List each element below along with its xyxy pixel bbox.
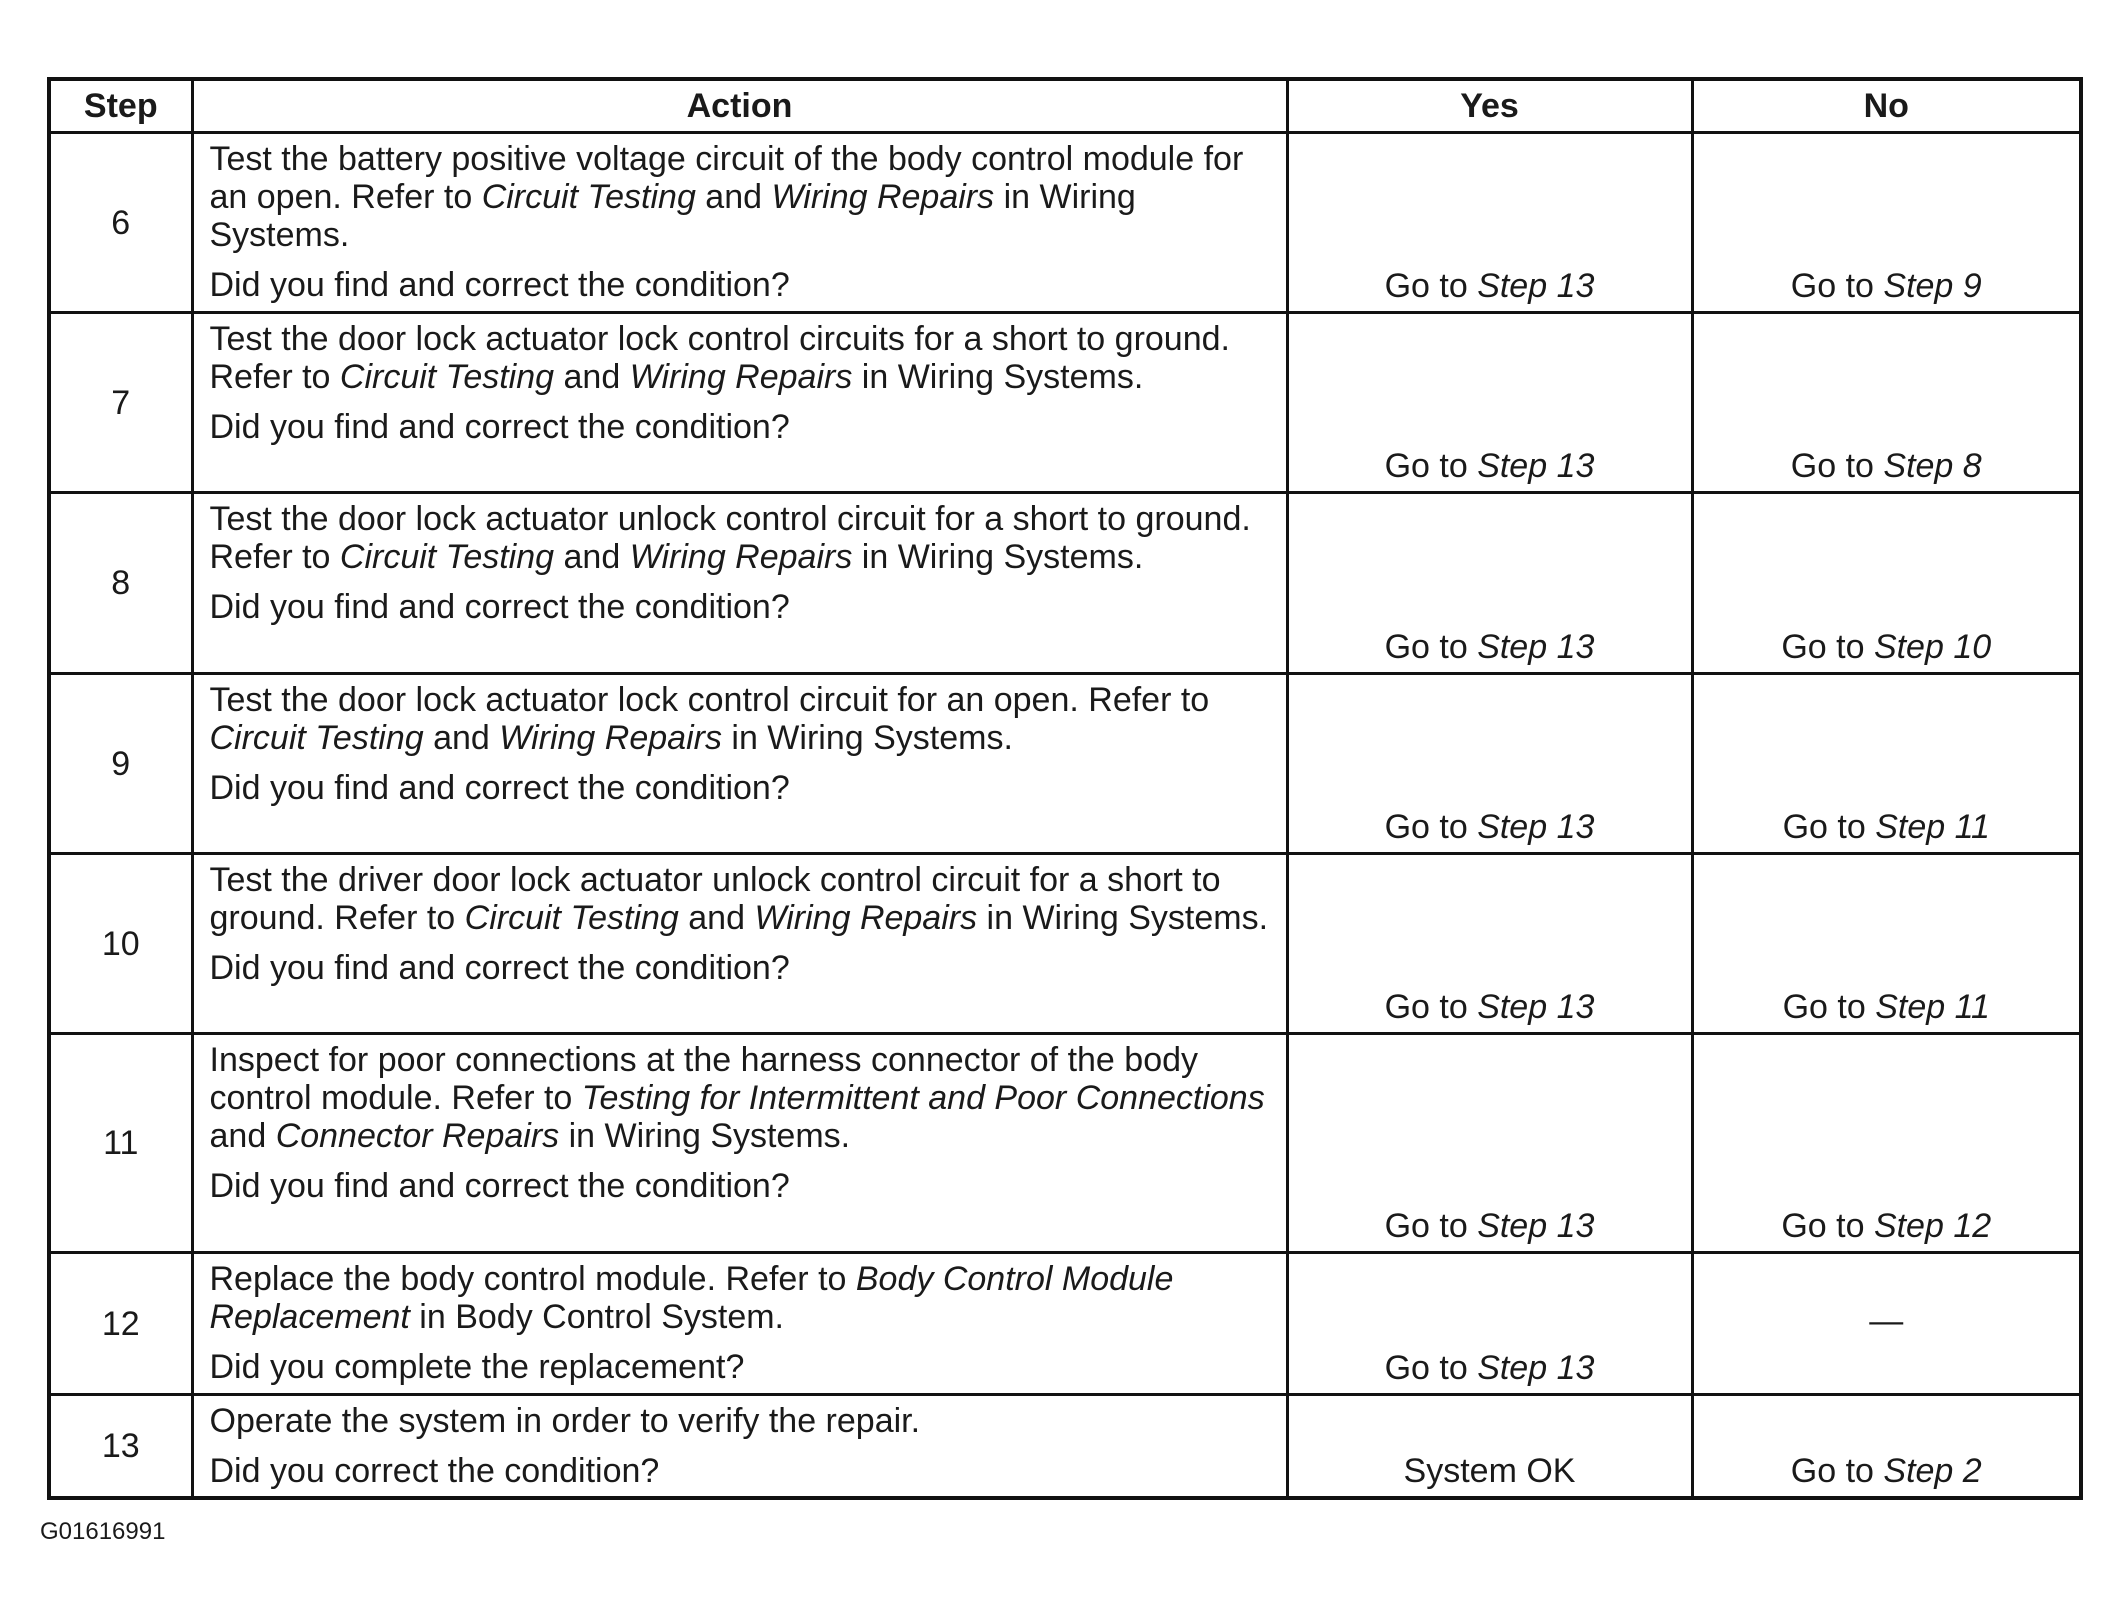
action-text-segment: in Wiring Systems. (977, 899, 1269, 937)
step-number: 13 (49, 1395, 192, 1499)
yes-result-prefix: Go to (1384, 808, 1478, 846)
header-action: Action (192, 79, 1287, 133)
no-result (1692, 1395, 2081, 1499)
action-text (210, 1260, 1272, 1336)
yes-result (1287, 493, 1692, 674)
action-cell (192, 854, 1287, 1034)
step-number: 9 (49, 674, 192, 854)
table-row (49, 313, 2081, 493)
yes-step-reference: Step 13 (1477, 988, 1595, 1026)
action-text-segment: in Wiring Systems. (559, 1117, 851, 1155)
no-step-reference: Step 11 (1875, 988, 1990, 1026)
reference-title: Testing for Intermittent and Poor Connections (581, 1079, 1265, 1117)
yes-result-prefix: Go to (1384, 628, 1478, 666)
yes-result-prefix: Go to (1384, 447, 1478, 485)
action-cell (192, 493, 1287, 674)
action-text-segment: and (423, 719, 500, 757)
yes-result-prefix: Go to (1384, 267, 1478, 305)
yes-result-prefix: Go to (1384, 1349, 1478, 1387)
reference-title: Circuit Testing (464, 899, 679, 937)
action-text-segment: Test the battery positive voltage circuit of the body control module for an open. Refer to (209, 140, 1244, 216)
table-row (49, 854, 2081, 1034)
action-cell (192, 1395, 1287, 1499)
action-text-segment: in Wiring Systems. (852, 538, 1144, 576)
step-number: 6 (49, 133, 192, 313)
action-text (210, 1402, 1272, 1440)
yes-result-prefix: Go to (1384, 988, 1478, 1026)
step-number: 10 (49, 854, 192, 1034)
reference-title: Circuit Testing (209, 719, 424, 757)
no-result-prefix: Go to (1790, 447, 1884, 485)
no-result-prefix: Go to (1781, 628, 1874, 666)
no-result (1692, 674, 2081, 854)
yes-step-reference: Step 13 (1477, 808, 1595, 846)
header-step: Step (49, 79, 192, 133)
figure-id-label: G01616991 (40, 1518, 166, 1545)
step-number: 8 (49, 493, 192, 674)
action-cell (192, 313, 1287, 493)
step-number: 12 (49, 1253, 192, 1395)
no-result (1692, 313, 2081, 493)
action-text (210, 681, 1272, 757)
no-result (1692, 133, 2081, 313)
yes-step-reference: Step 13 (1477, 447, 1595, 485)
no-result-prefix: Go to (1790, 1452, 1884, 1490)
yes-step-reference: Step 13 (1477, 1207, 1595, 1245)
no-result (1692, 1034, 2081, 1253)
no-result-prefix: Go to (1782, 808, 1876, 846)
step-number: 11 (49, 1034, 192, 1253)
action-text-segment: Replace the body control module. Refer to (209, 1260, 856, 1298)
action-text-segment: in Body Control System. (409, 1298, 784, 1336)
action-text-segment: and (695, 178, 772, 216)
table-row (49, 1253, 2081, 1395)
action-text (210, 1041, 1272, 1155)
action-text-segment: Test the door lock actuator lock control circuits for a short to ground. Refer to (209, 320, 1230, 396)
table-header-row (49, 79, 2081, 133)
no-result (1692, 1253, 2081, 1395)
yes-result (1287, 1034, 1692, 1253)
action-cell (192, 674, 1287, 854)
action-text-segment: and (678, 899, 755, 937)
reference-title: Wiring Repairs (754, 899, 978, 937)
step-number: 7 (49, 313, 192, 493)
reference-title: Wiring Repairs (499, 719, 722, 757)
yes-step-reference: Step 13 (1477, 1349, 1595, 1387)
no-result-prefix: Go to (1790, 267, 1884, 305)
action-text-segment: and (554, 538, 630, 576)
reference-title: Body Control Module Replacement (209, 1260, 1174, 1336)
yes-result-prefix: System OK (1403, 1452, 1576, 1490)
question-text: Did you correct the condition? (209, 1452, 660, 1490)
table-row (49, 133, 2081, 313)
reference-title: Connector Repairs (275, 1117, 560, 1155)
no-step-reference: Step 12 (1873, 1207, 1992, 1245)
action-cell (192, 133, 1287, 313)
no-step-reference: Step 2 (1883, 1452, 1982, 1490)
action-text (210, 320, 1272, 396)
reference-title: Circuit Testing (339, 538, 555, 576)
no-step-reference: Step 10 (1873, 628, 1992, 666)
action-cell (192, 1034, 1287, 1253)
diagnostic-table (47, 77, 2083, 1500)
question-text: Did you find and correct the condition? (209, 588, 790, 626)
no-result (1692, 493, 2081, 674)
yes-result (1287, 854, 1692, 1034)
action-cell (192, 1253, 1287, 1395)
action-text-segment: and (209, 1117, 276, 1155)
table-row (49, 1034, 2081, 1253)
action-text-segment: in Wiring Systems. (209, 178, 1136, 254)
yes-result (1287, 1253, 1692, 1395)
reference-title: Wiring Repairs (629, 538, 853, 576)
question-text: Did you find and correct the condition? (209, 1167, 790, 1205)
question-text: Did you find and correct the condition? (209, 769, 790, 807)
yes-result (1287, 1395, 1692, 1499)
table-row (49, 1395, 2081, 1499)
no-step-reference: Step 11 (1875, 808, 1990, 846)
question-text: Did you find and correct the condition? (209, 266, 790, 304)
action-text-segment: Operate the system in order to verify the repair. (209, 1402, 921, 1440)
action-text-segment: in Wiring Systems. (852, 358, 1144, 396)
yes-result (1287, 133, 1692, 313)
yes-step-reference: Step 13 (1477, 267, 1595, 305)
table-body (49, 133, 2081, 1499)
action-text (210, 500, 1272, 576)
no-result-prefix: Go to (1781, 1207, 1874, 1245)
action-text-segment: in Wiring Systems. (721, 719, 1013, 757)
no-step-reference: Step 8 (1883, 447, 1982, 485)
question-text: Did you find and correct the condition? (209, 949, 790, 987)
action-text (210, 140, 1272, 254)
reference-title: Circuit Testing (481, 178, 696, 216)
action-text-segment: Test the door lock actuator lock control circuit for an open. Refer to (209, 681, 1210, 719)
table-row (49, 674, 2081, 854)
yes-result (1287, 313, 1692, 493)
reference-title: Circuit Testing (339, 358, 555, 396)
yes-result (1287, 674, 1692, 854)
no-result-prefix: — (1869, 1301, 1904, 1340)
header-no: No (1692, 79, 2081, 133)
action-text-segment: Inspect for poor connections at the harness connector of the body control module. Refer to (209, 1041, 1199, 1117)
reference-title: Wiring Repairs (629, 358, 853, 396)
no-result (1692, 854, 2081, 1034)
header-yes: Yes (1287, 79, 1692, 133)
action-text-segment: Test the door lock actuator unlock control circuit for a short to ground. Refer to (209, 500, 1251, 576)
yes-step-reference: Step 13 (1477, 628, 1595, 666)
action-text-segment: Test the driver door lock actuator unlock control circuit for a short to ground. Refer to (209, 861, 1221, 937)
table-row (49, 493, 2081, 674)
action-text-segment: and (554, 358, 630, 396)
no-step-reference: Step 9 (1883, 267, 1982, 305)
action-text (210, 861, 1272, 937)
no-result-prefix: Go to (1782, 988, 1876, 1026)
question-text: Did you complete the replacement? (209, 1348, 745, 1386)
yes-result-prefix: Go to (1384, 1207, 1478, 1245)
reference-title: Wiring Repairs (771, 178, 995, 216)
question-text: Did you find and correct the condition? (209, 408, 790, 446)
